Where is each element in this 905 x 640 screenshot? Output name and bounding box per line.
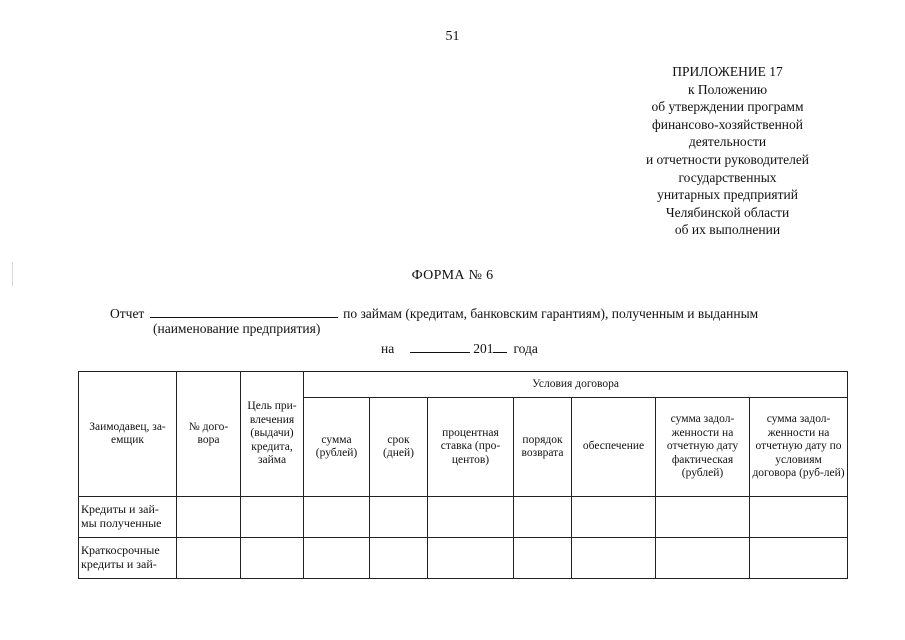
form-title: ФОРМА № 6 bbox=[411, 268, 494, 283]
table-cell[interactable] bbox=[241, 538, 304, 579]
date-prefix: на bbox=[381, 341, 395, 356]
page-number: 51 bbox=[445, 29, 460, 44]
appendix-line: и отчетности руководителей bbox=[645, 151, 810, 167]
col-header-contract-no: № дого-вора bbox=[177, 372, 241, 497]
table-cell[interactable] bbox=[514, 538, 572, 579]
appendix-line: унитарных предприятий bbox=[657, 187, 798, 203]
appendix-line: финансово-хозяйственной bbox=[651, 116, 804, 132]
appendix-line: об их выполнении bbox=[674, 222, 781, 238]
report-prefix: Отчет bbox=[110, 306, 145, 321]
appendix-line: к Положению bbox=[687, 81, 768, 97]
table-cell[interactable] bbox=[750, 497, 848, 538]
table-row bbox=[79, 538, 848, 579]
col-header-amount: сумма (рублей) bbox=[304, 398, 370, 497]
col-header-rate: процентная ставка (про-центов) bbox=[428, 398, 514, 497]
year-prefix: 201 bbox=[473, 341, 494, 356]
appendix-block bbox=[595, 63, 860, 239]
enterprise-name-blank[interactable] bbox=[150, 304, 338, 318]
col-header-term: срок (дней) bbox=[370, 398, 428, 497]
col-header-security: обеспечение bbox=[572, 398, 656, 497]
table-cell[interactable] bbox=[750, 538, 848, 579]
year-blank[interactable] bbox=[493, 339, 507, 353]
appendix-line: ПРИЛОЖЕНИЕ 17 bbox=[672, 64, 783, 79]
table-cell[interactable] bbox=[428, 538, 514, 579]
table-cell[interactable] bbox=[370, 538, 428, 579]
table-cell[interactable] bbox=[177, 538, 241, 579]
col-header-debt-contract: сумма задол-женности на отчетную дату по условиям договора (руб-лей) bbox=[750, 398, 848, 497]
report-line bbox=[110, 304, 758, 322]
table-row bbox=[79, 497, 848, 538]
table-cell[interactable] bbox=[177, 497, 241, 538]
table-cell[interactable] bbox=[572, 497, 656, 538]
year-suffix: года bbox=[513, 341, 538, 356]
table-cell[interactable] bbox=[514, 497, 572, 538]
col-header-lender: Заимодавец, за-емщик bbox=[79, 372, 177, 497]
appendix-line: Челябинской области bbox=[665, 204, 790, 220]
date-line bbox=[381, 339, 538, 357]
table-cell[interactable] bbox=[304, 497, 370, 538]
date-blank[interactable] bbox=[410, 339, 470, 353]
col-header-purpose: Цель при-влечения (выдачи) кредита, займа bbox=[241, 372, 304, 497]
appendix-line: деятельности bbox=[688, 134, 767, 150]
col-header-debt-actual: сумма задол-женности на отчетную дату фактическая (рублей) bbox=[656, 398, 750, 497]
enterprise-name-caption: (наименование предприятия) bbox=[153, 321, 321, 336]
report-suffix: по займам (кредитам, банковским гарантиям), полученным и выданным bbox=[343, 306, 759, 321]
col-header-repayment: порядок возврата bbox=[514, 398, 572, 497]
appendix-line: об утверждении программ bbox=[651, 99, 804, 115]
table-cell[interactable] bbox=[428, 497, 514, 538]
table-cell[interactable] bbox=[304, 538, 370, 579]
row-label: Кредиты и зай-мы полученные bbox=[79, 497, 177, 538]
table-cell[interactable] bbox=[370, 497, 428, 538]
row-label: Краткосрочные кредиты и зай- bbox=[79, 538, 177, 579]
col-group-header-terms: Условия договора bbox=[304, 372, 848, 398]
table-cell[interactable] bbox=[656, 538, 750, 579]
table-cell[interactable] bbox=[656, 497, 750, 538]
table-cell[interactable] bbox=[241, 497, 304, 538]
appendix-line: государственных bbox=[678, 169, 777, 185]
form-table bbox=[78, 371, 848, 579]
table-cell[interactable] bbox=[572, 538, 656, 579]
